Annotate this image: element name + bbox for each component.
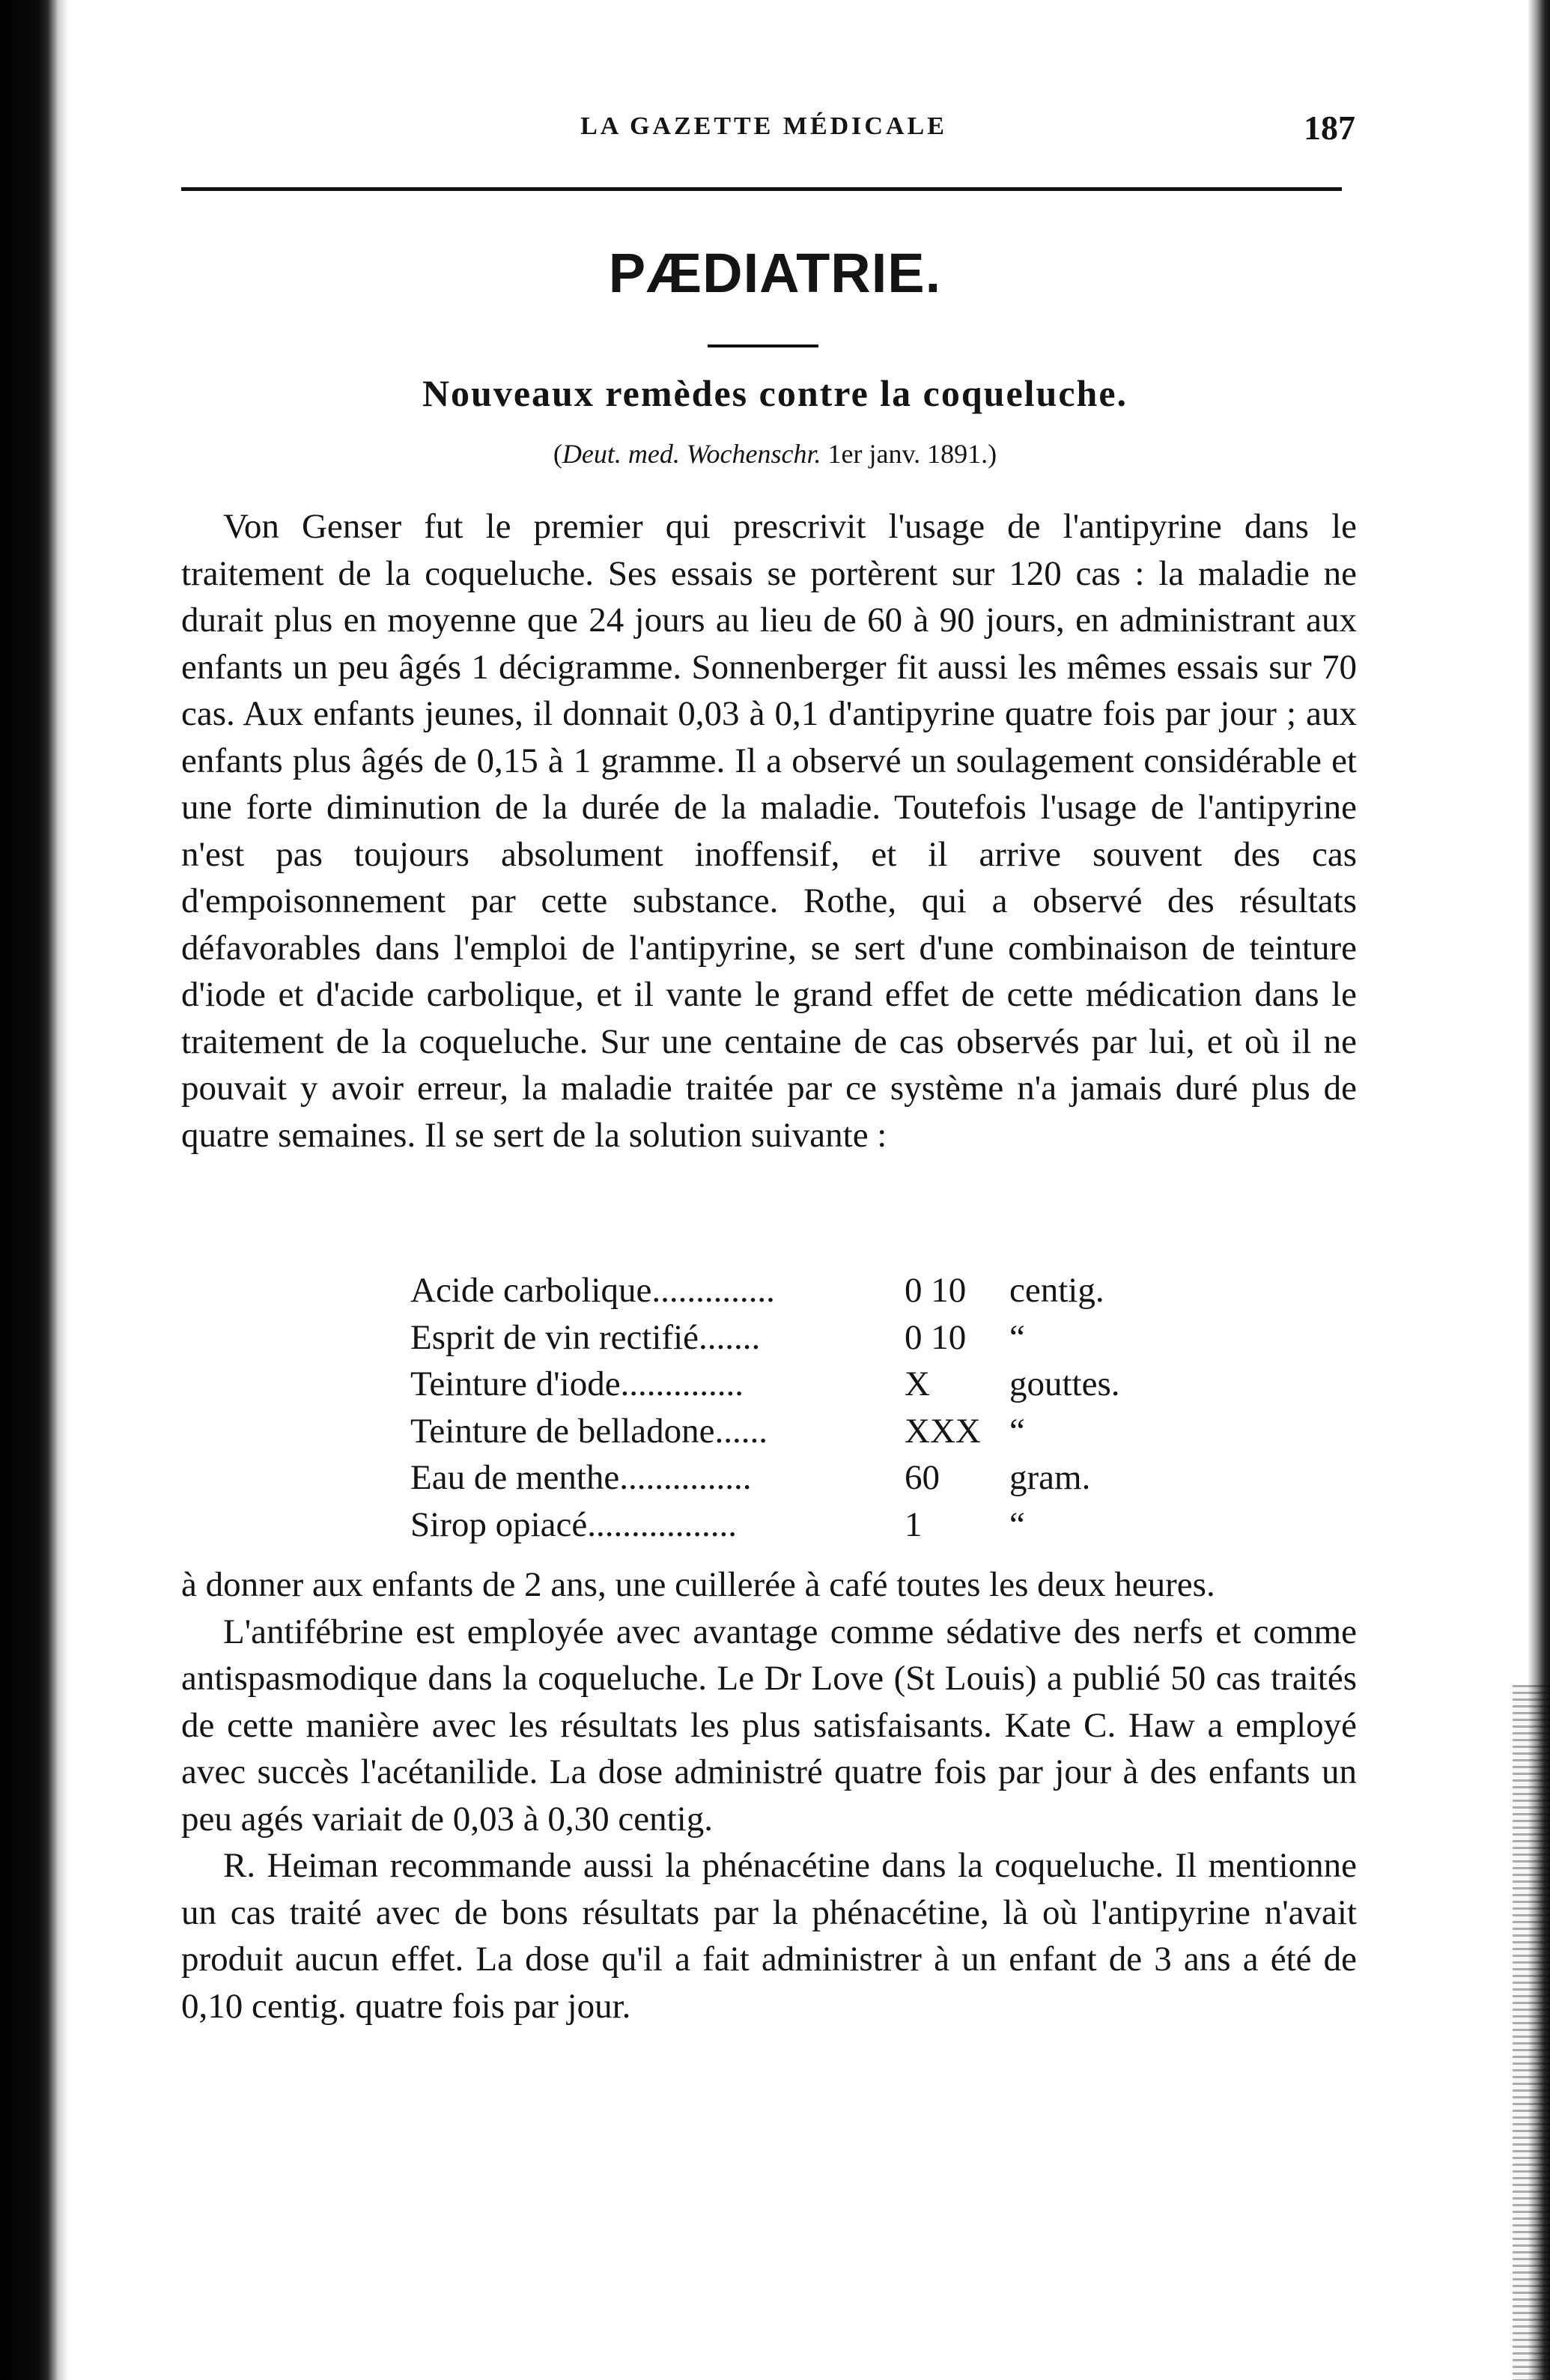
- citation: [0, 438, 1550, 470]
- paragraph-1: Von Genser fut le premier qui prescrivit l'usage de l'antipyrine dans le traitement de la coqueluche. Ses essais se portèrent sur 120 cas : la maladie ne durait plus en moyenne que 24 jours au lieu de 60 à 90 jours, en administrant aux enfants un peu âgés 1 décigramme. Sonnenberger fit aussi les mêmes essais sur 70 cas. Aux enfants jeunes, il donnait 0,03 à 0,1 d'antipyrine quatre fois par jour ; aux enfants plus âgés de 0,15 à 1 gramme. Il a observé un soulagement considérable et une forte diminution de la durée de la maladie. Toutefois l'usage de l'antipyrine n'est pas toujours absolument inoffensif, et il arrive souvent des cas d'empoisonnement par cette substance. Rothe, qui a observé des résultats défavorables dans l'emploi de l'antipyrine, se sert d'une combinaison de teinture d'iode et d'acide carbolique, et il vante le grand effet de cette médication dans le traitement de la coqueluche. Sur une centaine de cas observés par lui, et où il ne pouvait y avoir erreur, la maladie traitée par ce système n'a jamais duré plus de quatre semaines. Il se sert de la solution suivante :: [181, 507, 1357, 1155]
- recipe-row: [410, 1317, 1234, 1364]
- citation-journal: Deut. med. Wochenschr.: [562, 439, 821, 469]
- header-rule: [181, 187, 1342, 191]
- recipe-quantity: X: [905, 1364, 930, 1403]
- paragraph-4: R. Heiman recommande aussi la phénacétine dans la coqueluche. Il mentionne un cas traité avec de bons résultats par la phénacétine, là où l'antipyrine n'avait produit aucun effet. La dose qu'il a fait administrer à un enfant de 3 ans a été de 0,10 centig. quatre fois par jour.: [181, 1846, 1357, 2026]
- recipe-unit: “: [1009, 1505, 1025, 1544]
- recipe-quantity: 1: [905, 1505, 923, 1544]
- article-body-continued: [181, 1561, 1357, 2030]
- scan-right-speckle: [1513, 1685, 1550, 2380]
- recipe-row: [410, 1457, 1234, 1505]
- paragraph-3: L'antifébrine est employée avec avantage comme sédative des nerfs et comme antispasmodique dans la coqueluche. Le Dr Love (St Louis) a publié 50 cas traités de cette manière avec les résultats les plus satisfaisants. Kate C. Haw a employé avec succès l'acétanilide. La dose administré quatre fois par jour à des enfants un peu agés variait de 0,03 à 0,30 centig.: [181, 1612, 1357, 1839]
- recipe-unit: “: [1009, 1411, 1025, 1451]
- paragraph-2: à donner aux enfants de 2 ans, une cuillerée à café toutes les deux heures.: [181, 1565, 1215, 1604]
- article-body: [181, 503, 1357, 1159]
- recipe-quantity: 0 10: [905, 1317, 967, 1357]
- article-title: Nouveaux remèdes contre la coqueluche.: [422, 372, 1128, 414]
- recipe-unit: centig.: [1009, 1271, 1104, 1310]
- recipe-row: [410, 1505, 1234, 1552]
- citation-open: (: [553, 439, 562, 469]
- recipe-ingredient: Teinture d'iode..............: [410, 1364, 744, 1403]
- page-header: [180, 109, 1355, 157]
- recipe-row: [410, 1364, 1234, 1411]
- citation-date: 1er janv. 1891.: [827, 439, 988, 469]
- recipe-row: [410, 1411, 1234, 1458]
- citation-close: ): [988, 439, 997, 469]
- recipe-quantity: 60: [905, 1458, 940, 1497]
- recipe-unit: “: [1009, 1317, 1025, 1357]
- recipe-row: [410, 1270, 1234, 1317]
- section-title: PÆDIATRIE.: [608, 242, 942, 304]
- recipe-ingredient: Teinture de belladone......: [410, 1411, 768, 1451]
- recipe-ingredient: Acide carbolique..............: [410, 1271, 775, 1310]
- recipe-ingredient: Eau de menthe...............: [410, 1458, 752, 1497]
- recipe-ingredient: Sirop opiacé.................: [410, 1505, 737, 1544]
- recipe-ingredient: Esprit de vin rectifié.......: [410, 1317, 761, 1357]
- recipe-unit: gouttes.: [1009, 1364, 1120, 1403]
- section-rule: [708, 344, 818, 347]
- scan-left-edge: [0, 0, 69, 2380]
- page-number: 187: [1304, 109, 1355, 147]
- recipe-list: [410, 1270, 1234, 1551]
- recipe-quantity: XXX: [905, 1411, 981, 1451]
- recipe-unit: gram.: [1009, 1458, 1091, 1497]
- recipe-quantity: 0 10: [905, 1271, 967, 1310]
- running-title: LA GAZETTE MÉDICALE: [580, 112, 947, 140]
